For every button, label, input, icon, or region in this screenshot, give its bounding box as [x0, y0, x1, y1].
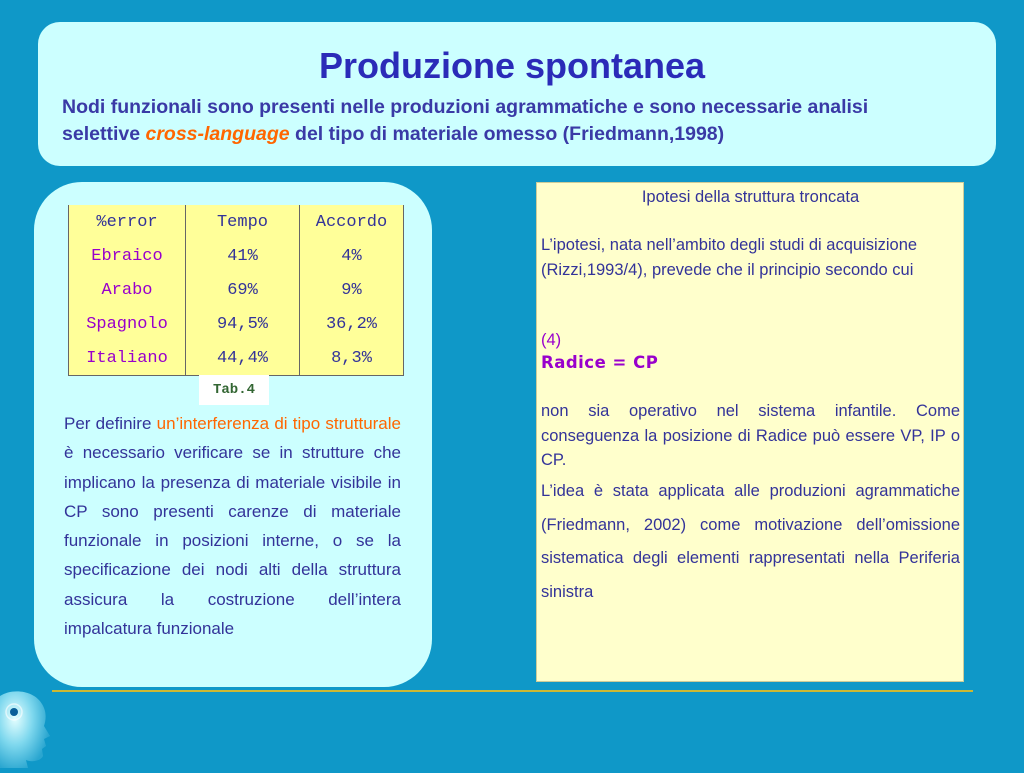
table-cell: 94,5%: [186, 307, 300, 341]
table-row: [69, 341, 404, 376]
subtitle-cross-language: cross-language: [145, 123, 290, 145]
table-cell: 4%: [300, 239, 404, 273]
hypothesis-consequence: non sia operativo nel sistema infantile. Come conseguenza la posizione di Radice può essere VP, IP o CP.: [541, 402, 960, 469]
table-cell: 36,2%: [300, 307, 404, 341]
table-cell-language: Spagnolo: [69, 307, 186, 341]
table-row: [69, 273, 404, 307]
table-header-row: [69, 205, 404, 239]
table-cell-language: Arabo: [69, 273, 186, 307]
formula: Radice = CP: [541, 353, 659, 372]
table-row: [69, 307, 404, 341]
subtitle-text-2: del tipo di materiale omesso (Friedmann,1998): [289, 123, 725, 145]
formula-number: (4): [541, 331, 562, 349]
left-text-2: è necessario verificare se in strutture che implicano la presenza di materiale visibile in CP sono presenti carenze di materiale funzionale in posizioni interne, o se la specificazione dei nodi alti della struttura assicura la costruzione dell’intera impalcatura funzionale: [64, 443, 401, 639]
hypothesis-panel: [536, 182, 964, 682]
table-cell: 9%: [300, 273, 404, 307]
table-cell: 8,3%: [300, 341, 404, 376]
table-cell-language: Ebraico: [69, 239, 186, 273]
left-paragraph: [64, 409, 401, 643]
error-table: [68, 205, 404, 376]
slide-subtitle: [62, 94, 942, 148]
hypothesis-intro: L’ipotesi, nata nell’ambito degli studi di acquisizione (Rizzi,1993/4), prevede che il principio secondo cui: [541, 236, 918, 279]
left-text-1: Per definire: [64, 414, 157, 433]
table-header-cell: Tempo: [186, 205, 300, 239]
table-header-cell: %error: [69, 205, 186, 239]
table-header-cell: Accordo: [300, 205, 404, 239]
hypothesis-title: Ipotesi della struttura troncata: [641, 188, 860, 206]
table-cell: 41%: [186, 239, 300, 273]
hypothesis-application: L’idea è stata applicata alle produzioni agrammatiche (Friedmann, 2002) come motivazione dell’omissione sistematica degli elementi rappresentati nella Periferia sinistra: [541, 482, 960, 601]
left-text-highlight: un’interferenza di tipo strutturale: [156, 414, 401, 433]
slide-title: Produzione spontanea: [318, 45, 706, 86]
table-row: [69, 239, 404, 273]
table-caption: Tab.4: [199, 375, 269, 405]
table-cell-language: Italiano: [69, 341, 186, 376]
subtitle-text-1: Nodi funzionali sono presenti nelle produzioni agrammatiche e sono necessarie analisi selettive: [62, 96, 869, 145]
brain-head-logo-icon: [0, 690, 52, 768]
footer-divider: [52, 690, 973, 692]
table-cell: 69%: [186, 273, 300, 307]
table-cell: 44,4%: [186, 341, 300, 376]
